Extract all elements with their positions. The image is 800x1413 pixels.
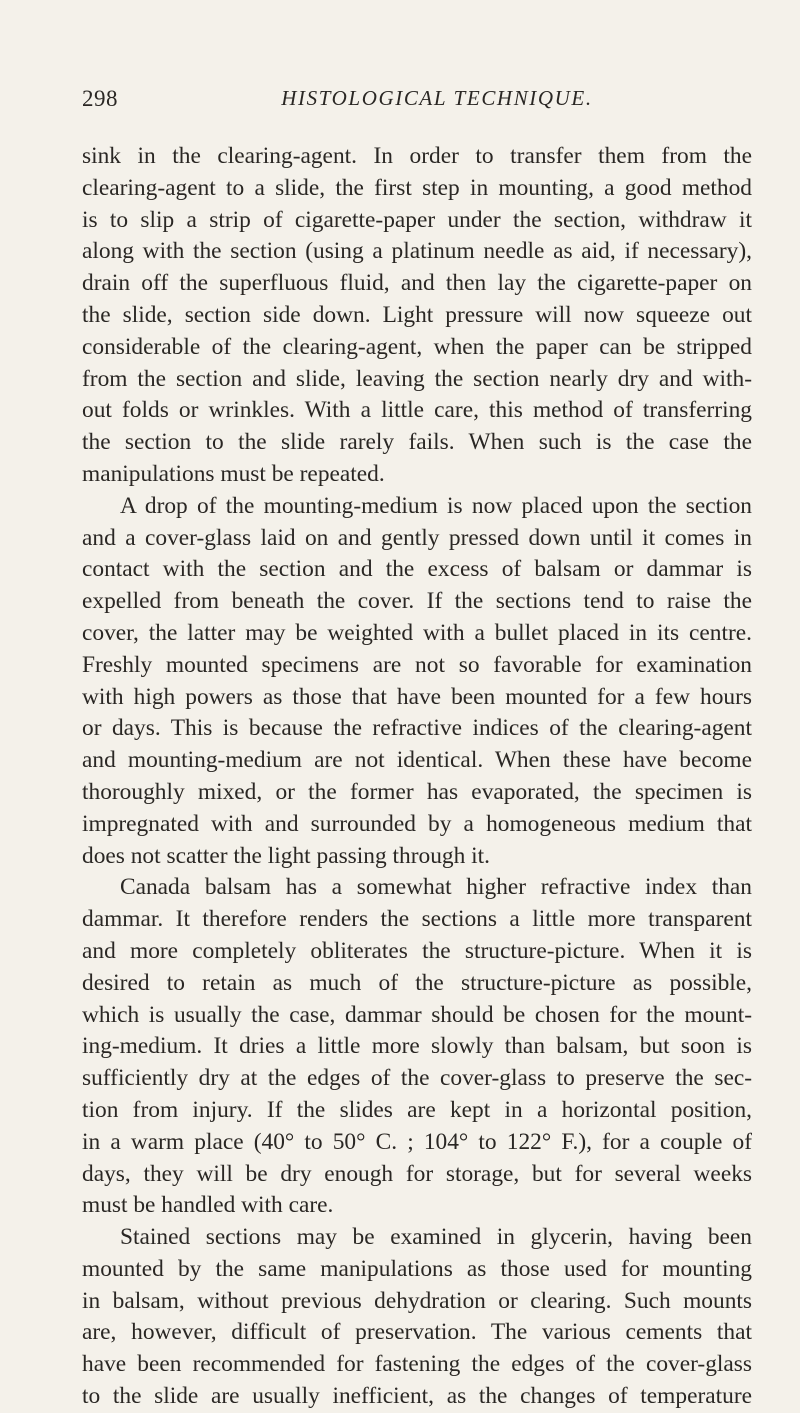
text-line: dammar. It therefore renders the sections a little more transparent [82, 906, 752, 933]
text-line: sink in the clearing-agent. In order to transfer them from the [82, 143, 752, 169]
text-line: considerable of the clearing-agent, when the paper can be stripped [82, 333, 752, 360]
text-line: which is usually the case, dammar should be chosen for the mount- [82, 1001, 752, 1028]
text-line: desired to retain as much of the structure-picture as possible, [82, 969, 752, 996]
text-line: drain off the superfluous fluid, and then lay the cigarette-paper on [82, 270, 752, 297]
text-line: clearing-agent to a slide, the first step in mounting, a good method [82, 174, 752, 201]
text-line: and a cover-glass laid on and gently pressed down until it comes in [82, 524, 752, 551]
text-line: are, however, difficult of preservation. The various cements that [82, 1319, 752, 1346]
text-line: tion from injury. If the slides are kept in a horizontal position, [82, 1096, 752, 1123]
text-line: A drop of the mounting-medium is now placed upon the section [120, 492, 752, 519]
text-line: does not scatter the light passing through it. [82, 842, 490, 869]
text-line: must be handled with care. [82, 1192, 334, 1219]
text-line: and more completely obliterates the structure-picture. When it is [82, 937, 752, 964]
text-line: to the slide are usually inefficient, as the changes of temperature [82, 1383, 752, 1410]
text-line: and mounting-medium are not identical. When these have become [82, 747, 752, 774]
text-line: Freshly mounted specimens are not so favorable for examination [82, 651, 752, 678]
body-text [82, 141, 752, 1413]
text-line: the section to the slide rarely fails. When such is the case the [82, 429, 752, 456]
text-line: impregnated with and surrounded by a homogeneous medium that [82, 810, 752, 837]
page-number: 298 [82, 86, 118, 111]
text-line: from the section and slide, leaving the section nearly dry and with- [82, 365, 752, 392]
text-line: ing-medium. It dries a little more slowly than balsam, but soon is [82, 1033, 752, 1060]
text-line: along with the section (using a platinum needle as aid, if necessary), [82, 238, 752, 265]
text-line: is to slip a strip of cigarette-paper under the section, withdraw it [82, 206, 752, 233]
text-line: contact with the section and the excess of balsam or dammar is [82, 556, 752, 583]
text-line: Stained sections may be examined in glycerin, having been [120, 1224, 752, 1251]
running-head: HISTOLOGICAL TECHNIQUE. [281, 86, 593, 110]
paragraph [82, 872, 752, 1222]
text-line: cover, the latter may be weighted with a bullet placed in its centre. [82, 619, 752, 646]
text-line: expelled from beneath the cover. If the sections tend to raise the [82, 588, 752, 615]
text-line: thoroughly mixed, or the former has evaporated, the specimen is [82, 778, 752, 805]
text-line: or days. This is because the refractive indices of the clearing-agent [82, 715, 752, 742]
page-header [82, 86, 752, 122]
text-line: manipulations must be repeated. [82, 460, 385, 487]
text-line: Canada balsam has a somewhat higher refractive index than [120, 874, 752, 901]
paragraph [82, 491, 752, 873]
text-line: out folds or wrinkles. With a little care, this method of transferring [82, 397, 752, 424]
text-line: in a warm place (40° to 50° C. ; 104° to 122° F.), for a couple of [82, 1128, 752, 1155]
paragraph [82, 141, 752, 491]
text-line: have been recommended for fastening the edges of the cover-glass [82, 1351, 752, 1378]
text-line: mounted by the same manipulations as those used for mounting [82, 1255, 752, 1282]
text-line: in balsam, without previous dehydration or clearing. Such mounts [82, 1287, 752, 1314]
text-line: sufficiently dry at the edges of the cover-glass to preserve the sec- [82, 1065, 752, 1092]
paragraph [82, 1222, 752, 1413]
text-line: with high powers as those that have been mounted for a few hours [82, 683, 752, 710]
text-line: the slide, section side down. Light pressure will now squeeze out [82, 301, 752, 328]
text-line: days, they will be dry enough for storage, but for several weeks [82, 1160, 752, 1187]
